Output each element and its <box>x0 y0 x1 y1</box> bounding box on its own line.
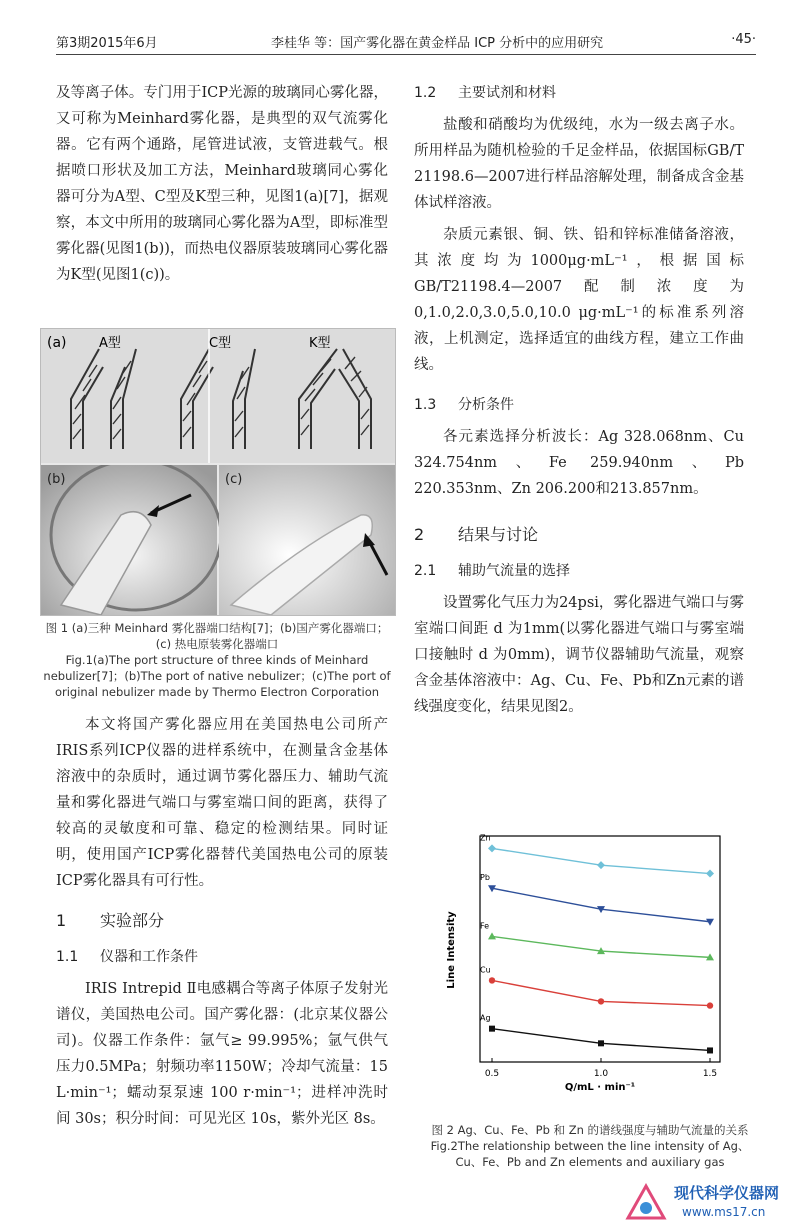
caption-cn-line: 图 2 Ag、Cu、Fe、Pb 和 Zn 的谱线强度与辅助气流量的关系 <box>431 1123 749 1137</box>
series-line-fe <box>492 936 710 957</box>
subsection-heading <box>414 80 744 106</box>
series-line-pb <box>492 888 710 922</box>
label-type-a: A型 <box>99 336 121 351</box>
caption-en-line: original nebulizer made by Thermo Electron Corporation <box>54 685 380 699</box>
subsection-number: 2.1 <box>414 563 437 579</box>
paragraph: 本文将国产雾化器应用在美国热电公司所产IRIS系列ICP仪器的进样系统中，在测量含金基体溶液中的杂质时，通过调节雾化器压力、辅助气流量和雾化器进气端口与雾室端口间的距离，获得了较高的灵敏度和可靠、稳定的检测结果。同时证明，使用国产ICP雾化器替代美国热电公司的原装ICP雾化器具有可行性。 <box>56 717 388 889</box>
right-column <box>414 76 744 720</box>
watermark-url: www.ms17.cn <box>682 1205 766 1219</box>
subsection-heading <box>414 558 744 584</box>
series-line-ag <box>492 1029 710 1051</box>
subsection-number: 1.3 <box>414 397 437 413</box>
section-heading <box>56 908 388 934</box>
paragraph: 及等离子体。专门用于ICP光源的玻璃同心雾化器，又可称为Meinhard雾化器，是典型的双气流雾化器。它有两个通路，尾管进试液，支管进载气。根据喷口形状及加工方法，Meinhard玻璃同心雾化器可分为A型、C型及K型三种，见图1(a)[7]，据观察，本文中所用的玻璃同心雾化器为A型，即标准型雾化器(见图1(b))，而热电仪器原装玻璃同心雾化器为K型(见图1(c))。 <box>56 85 388 283</box>
left-column-top <box>56 80 388 288</box>
subsection-title: 主要试剂和材料 <box>458 85 556 101</box>
running-header <box>56 26 756 55</box>
figure-2-chart <box>440 830 730 1100</box>
figure-1 <box>40 328 396 616</box>
caption-en-line: nebulizer[7]；(b)The port of native nebulizer；(c)The port of <box>43 669 391 683</box>
data-point-fe <box>488 932 496 939</box>
series-line-zn <box>492 848 710 873</box>
subsection-title: 辅助气流量的选择 <box>458 563 570 579</box>
label-type-k: K型 <box>309 336 331 351</box>
logo-dot-icon <box>640 1202 652 1214</box>
section-title: 结果与讨论 <box>458 525 539 544</box>
x-tick-label: 1.5 <box>702 1069 718 1079</box>
section-number: 2 <box>414 525 425 544</box>
x-tick-label: 0.5 <box>484 1069 500 1079</box>
caption-en-line: Fig.1(a)The port structure of three kinds of Meinhard <box>65 653 369 667</box>
section-heading <box>414 522 744 548</box>
watermark <box>622 1180 792 1224</box>
section-title: 实验部分 <box>100 911 165 930</box>
data-point-zn <box>597 861 605 869</box>
x-tick-label: 1.0 <box>593 1069 609 1079</box>
nebulizer-photos <box>41 465 395 615</box>
subsection-number: 1.1 <box>56 949 79 965</box>
caption-cn-line: 图 1 (a)三种 Meinhard 雾化器端口结构[7]；(b)国产雾化器端口； <box>45 621 389 635</box>
label-b: (b) <box>47 472 66 487</box>
watermark-title: 现代科学仪器网 <box>674 1184 780 1202</box>
running-title: 李桂华 等：国产雾化器在黄金样品 ICP 分析中的应用研究 <box>271 36 604 51</box>
figure-2-caption <box>420 1122 760 1170</box>
paragraph: 设置雾化气压力为24psi，雾化器进气端口与雾室端口间距 d 为1mm(以雾化器进气端口与雾室端口接触时 d 为0mm)，调节仪器辅助气流量，观察含金基体溶液中：Ag、Cu、Fe、Pb和Zn元素的谱线强度变化，结果见图2。 <box>414 595 744 715</box>
data-point-pb <box>706 919 714 926</box>
subsection-heading <box>414 392 744 418</box>
subsection-title: 分析条件 <box>458 397 514 413</box>
data-point-ag <box>489 1026 495 1032</box>
figure-1-caption <box>40 620 394 700</box>
series-label-ag: Ag <box>480 1013 491 1023</box>
caption-en-line: Cu、Fe、Pb and Zn elements and auxiliary gas <box>455 1155 725 1169</box>
paragraph: 杂质元素银、铜、铁、铅和锌标准储备溶液，其浓度均为1000μg·mL⁻¹，根据国标GB/T21198.4—2007配制浓度为0,1.0,2.0,3.0,5.0,10.0 μg·mL⁻¹的标准系列溶液，上机测定，选择适宜的曲线方程，建立工作曲线。 <box>414 227 744 373</box>
series-label-pb: Pb <box>480 873 490 883</box>
series-label-zn: Zn <box>480 833 491 843</box>
data-point-cu <box>598 998 604 1004</box>
paragraph: 盐酸和硝酸均为优级纯，水为一级去离子水。所用样品为随机检验的千足金样品，依据国标GB/T 21198.6—2007进行样品溶解处理，制备成含金基体试样溶液。 <box>414 117 744 211</box>
caption-en-line: Fig.2The relationship between the line intensity of Ag、 <box>430 1139 750 1153</box>
paragraph: IRIS Intrepid Ⅱ电感耦合等离子体原子发射光谱仪，美国热电公司。国产雾化器：(北京某仪器公司)。仪器工作条件：氩气≥ 99.995%；氩气供气压力0.5MPa；射频功率1150W；冷却气流量：15 L·min⁻¹；蠕动泵泵速 100 r·min⁻¹；进样冲洗时间 30s；积分时间：可见光区 10s，紫外光区 8s。 <box>56 981 388 1127</box>
nebulizer-diagram <box>41 329 395 463</box>
data-point-cu <box>489 977 495 983</box>
label-type-c: C型 <box>209 336 232 351</box>
subsection-number: 1.2 <box>414 85 437 101</box>
section-number: 1 <box>56 911 67 930</box>
caption-cn-line: (c) 热电原装雾化器端口 <box>155 637 279 651</box>
paragraph: 各元素选择分析波长：Ag 328.068nm、Cu 324.754nm、Fe 259.940nm、Pb 220.353nm、Zn 206.200和213.857nm。 <box>414 429 744 497</box>
data-point-ag <box>598 1040 604 1046</box>
y-axis-label: Line Intensity <box>446 911 457 989</box>
line-chart <box>440 830 730 1100</box>
page-number: ·45· <box>731 32 756 47</box>
data-point-zn <box>706 870 714 878</box>
left-column-bottom <box>56 712 388 1132</box>
data-point-zn <box>488 844 496 852</box>
label-a: (a) <box>47 335 67 351</box>
series-label-fe: Fe <box>480 921 490 931</box>
data-point-ag <box>707 1047 713 1053</box>
subsection-heading <box>56 944 388 970</box>
subsection-title: 仪器和工作条件 <box>100 949 198 965</box>
issue-date: 第3期2015年6月 <box>56 36 158 51</box>
x-axis-label: Q/mL · min⁻¹ <box>564 1082 636 1093</box>
data-point-cu <box>707 1002 713 1008</box>
label-c: (c) <box>225 472 243 487</box>
series-label-cu: Cu <box>480 965 491 975</box>
